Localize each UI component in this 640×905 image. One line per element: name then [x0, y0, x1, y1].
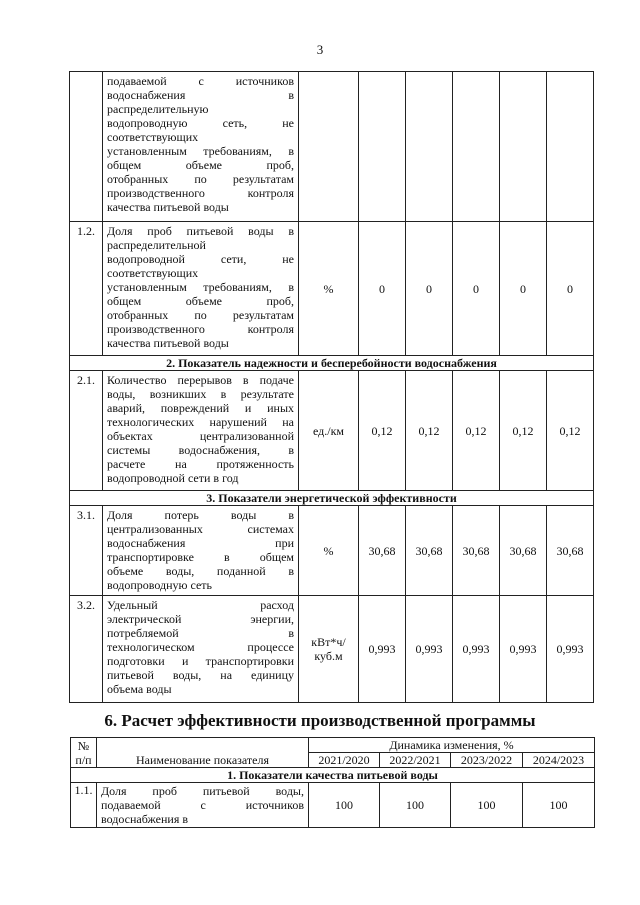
- text-line: подготовки и транспортировки: [107, 654, 294, 668]
- text-line: системы водоснабжения, в: [107, 443, 294, 457]
- text-line: Доля потерь воды в: [107, 508, 294, 522]
- text-line: Доля проб питьевой воды,: [101, 784, 304, 798]
- table-row: [70, 596, 594, 703]
- table-row: [70, 72, 594, 222]
- table-row: [70, 506, 594, 596]
- text-line: отобранных по результатам: [107, 172, 294, 186]
- value-cell: 100: [309, 783, 380, 828]
- value-cell: 0,993: [406, 596, 453, 703]
- unit-cell: %: [299, 222, 359, 356]
- text-line: общем объеме проб,: [107, 158, 294, 172]
- value-cell: 100: [523, 783, 595, 828]
- value-cell: [359, 72, 406, 222]
- indicator-name: [103, 596, 299, 703]
- section-title: 2. Показатель надежности и бесперебойности водоснабжения: [70, 356, 594, 371]
- section-header-row: [70, 356, 594, 371]
- text-line: аварий, повреждений и иных: [107, 401, 294, 415]
- value-cell: [500, 72, 547, 222]
- text-line: Количество перерывов в подаче: [107, 373, 294, 387]
- indicator-name: [103, 222, 299, 356]
- year-header: 2024/2023: [523, 753, 595, 768]
- indicator-name: [97, 783, 309, 828]
- section-header-row: [70, 491, 594, 506]
- text-line: качества питьевой воды: [107, 200, 229, 214]
- col-dynamics-header: Динамика изменения, %: [309, 738, 595, 753]
- value-cell: 0: [359, 222, 406, 356]
- text-line: производственного контроля: [107, 186, 294, 200]
- table-row: [71, 783, 595, 828]
- text-line: объектах централизованной: [107, 429, 294, 443]
- row-number: 2.1.: [70, 371, 103, 491]
- text-line: общем объеме проб,: [107, 294, 294, 308]
- text-line: технологическом процессе: [107, 640, 294, 654]
- value-cell: 0,993: [453, 596, 500, 703]
- text-line: водопроводную сеть, не: [107, 116, 294, 130]
- unit-cell: ед./км: [299, 371, 359, 491]
- col-name-header: Наименование показателя: [97, 738, 309, 768]
- value-cell: 0,12: [406, 371, 453, 491]
- text-line: водопроводной сети, не: [107, 252, 294, 266]
- text-line: подаваемой с источников: [107, 74, 294, 88]
- year-header: 2022/2021: [380, 753, 451, 768]
- row-number: [70, 72, 103, 222]
- text-line: куб.м: [314, 649, 343, 663]
- text-line: водоснабжения в: [101, 812, 189, 826]
- section-title: 3. Показатели энергетической эффективности: [70, 491, 594, 506]
- indicators-table: [69, 71, 594, 703]
- text-line: электрической энергии,: [107, 612, 294, 626]
- value-cell: 0,12: [500, 371, 547, 491]
- text-line: водопроводную сеть: [107, 578, 213, 592]
- text-line: соответствующих: [107, 130, 199, 144]
- value-cell: 0: [500, 222, 547, 356]
- text-line: водоснабжения в: [107, 88, 294, 102]
- year-header: 2023/2022: [451, 753, 523, 768]
- value-cell: 30,68: [453, 506, 500, 596]
- table-row: [70, 371, 594, 491]
- row-number: 3.1.: [70, 506, 103, 596]
- unit-cell: %: [299, 506, 359, 596]
- value-cell: 0,12: [453, 371, 500, 491]
- text-line: производственного контроля: [107, 322, 294, 336]
- text-line: Удельный расход: [107, 598, 294, 612]
- text-line: установленным требованиям, в: [107, 144, 294, 158]
- text-line: распределительную: [107, 102, 209, 116]
- text-line: водопроводной сети в год: [107, 471, 239, 485]
- value-cell: 100: [380, 783, 451, 828]
- value-cell: 30,68: [406, 506, 453, 596]
- text-line: Доля проб питьевой воды в: [107, 224, 294, 238]
- value-cell: 30,68: [359, 506, 406, 596]
- text-line: воды, возникших в результате: [107, 387, 294, 401]
- text-line: технологических нарушений на: [107, 415, 294, 429]
- table-header-row: [71, 738, 595, 753]
- value-cell: [547, 72, 594, 222]
- value-cell: 0: [547, 222, 594, 356]
- section-header-row: [71, 768, 595, 783]
- value-cell: [453, 72, 500, 222]
- value-cell: 100: [451, 783, 523, 828]
- section-title: 1. Показатели качества питьевой воды: [71, 768, 595, 783]
- text-line: соответствующих: [107, 266, 199, 280]
- table-row: [70, 222, 594, 356]
- year-header: 2021/2020: [309, 753, 380, 768]
- text-line: отобранных по результатам: [107, 308, 294, 322]
- value-cell: 0: [453, 222, 500, 356]
- efficiency-table: [70, 737, 595, 828]
- text-line: расчете на протяженность: [107, 457, 294, 471]
- text-line: потребляемой в: [107, 626, 294, 640]
- text-line: №: [77, 738, 90, 753]
- text-line: подаваемой с источников: [101, 798, 304, 812]
- text-line: питьевой воды, на единицу: [107, 668, 294, 682]
- text-line: п/п: [75, 752, 92, 767]
- section-heading: 6. Расчет эффективности производственной программы: [104, 711, 536, 730]
- text-line: транспортировке в общем: [107, 550, 294, 564]
- text-line: объеме воды, поданной в: [107, 564, 294, 578]
- row-number: 3.2.: [70, 596, 103, 703]
- value-cell: 0,993: [500, 596, 547, 703]
- text-line: кВт*ч/: [311, 635, 346, 649]
- text-line: качества питьевой воды: [107, 336, 229, 350]
- text-line: централизованных системах: [107, 522, 294, 536]
- value-cell: 0,993: [547, 596, 594, 703]
- value-cell: 0,12: [547, 371, 594, 491]
- unit-cell: [299, 596, 359, 703]
- indicator-name: [103, 371, 299, 491]
- value-cell: 0,12: [359, 371, 406, 491]
- value-cell: 0: [406, 222, 453, 356]
- indicator-name: [103, 72, 299, 222]
- value-cell: 30,68: [500, 506, 547, 596]
- unit-cell: [299, 72, 359, 222]
- text-line: распределительной: [107, 238, 206, 252]
- value-cell: 0,993: [359, 596, 406, 703]
- value-cell: 30,68: [547, 506, 594, 596]
- page-number: 3: [316, 42, 324, 57]
- text-line: водоснабжения при: [107, 536, 294, 550]
- col-number-header: [71, 738, 97, 768]
- row-number: 1.2.: [70, 222, 103, 356]
- value-cell: [406, 72, 453, 222]
- indicator-name: [103, 506, 299, 596]
- row-number: 1.1.: [71, 783, 97, 828]
- text-line: установленным требованиям, в: [107, 280, 294, 294]
- text-line: объема воды: [107, 682, 172, 696]
